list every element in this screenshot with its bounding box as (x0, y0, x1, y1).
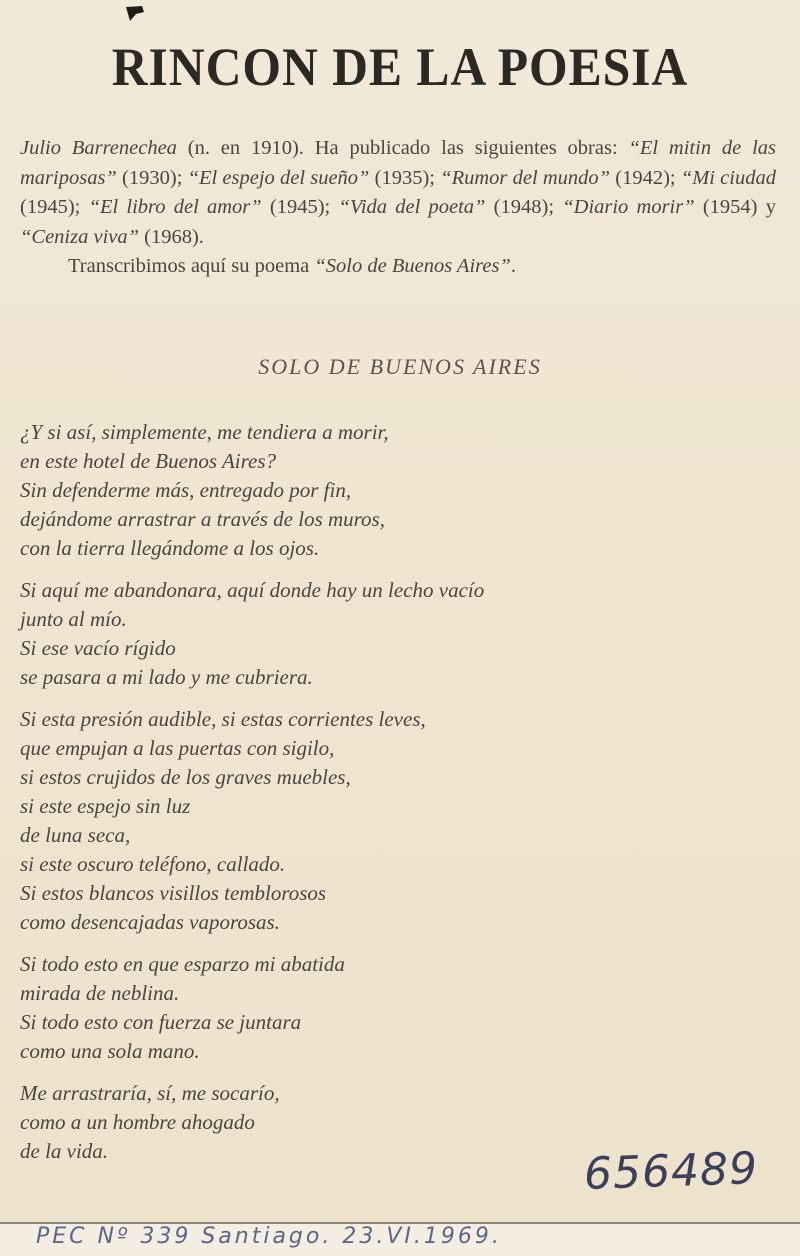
poem-line: mirada de neblina. (20, 981, 180, 1005)
poem-line: Si aquí me abandonara, aquí donde hay un lecho vacío (20, 578, 485, 602)
poem-reference: “Solo de Buenos Aires” (314, 255, 511, 277)
poem-line: Si ese vacío rígido (20, 636, 176, 660)
poem-line: como a un hombre ahogado (20, 1110, 255, 1134)
poem-line: que empujan a las puertas con sigilo, (20, 736, 335, 760)
stanza (20, 576, 780, 692)
poem-line: ¿Y si así, simplemente, me tendiera a morir, (20, 420, 389, 444)
work-title: “Ceniza viva” (20, 225, 140, 248)
poem-line: Si todo esto en que esparzo mi abatida (20, 952, 345, 976)
stanza (20, 950, 780, 1066)
ink-mark-icon (124, 4, 146, 22)
work-title: “Mi ciudad (680, 166, 776, 189)
work-title: “Vida del poeta” (338, 196, 486, 218)
poem-line: como desencajadas vaporosas. (20, 910, 280, 934)
catalog-number: 656489 (583, 1142, 759, 1201)
poem-body (20, 418, 780, 1179)
transcription-note: Transcribimos aquí su poema “Solo de Buenos Aires”. (68, 255, 516, 277)
stanza (20, 418, 780, 563)
poem-line: si este espejo sin luz (20, 794, 191, 818)
poem-line: se pasara a mi lado y me cubriera. (20, 665, 313, 689)
poem-line: dejándome arrastrar a través de los muros, (20, 507, 385, 531)
page-title: RINCON DE LA POESIA (111, 37, 689, 97)
poem-line: en este hotel de Buenos Aires? (20, 449, 277, 473)
poem-line: Sin defenderme más, entregado por fin, (20, 478, 352, 502)
poem-title: SOLO DE BUENOS AIRES (258, 354, 542, 379)
work-title: “El mitin de las mariposas” (20, 137, 776, 189)
work-title: “Diario morir” (562, 196, 695, 218)
poem-line: Si estos blancos visillos temblorosos (20, 881, 327, 905)
poem-line: junto al mío. (20, 607, 127, 631)
author-bio: Julio Barrenechea (n. en 1910). Ha publicado las siguientes obras: “El mitin de las mariposas” (1930); “El espejo del sueño” (1935); “Rumor del mundo” (1942); “Mi ciudad (1945); “El libro del amor” (1945); “Vida del poeta” (1948); “Diario morir” (1954) y “Ceniza viva” (1968). Transcribimos aquí su poema “Solo de Buenos Aires”. (20, 134, 776, 282)
work-title: “Rumor del mundo” (440, 166, 611, 189)
work-title: “El espejo del sueño” (187, 166, 370, 189)
poem-line: con la tierra llegándome a los ojos. (20, 536, 320, 560)
archive-note: PEC Nº 339 Santiago. 23.VI.1969. (36, 1224, 502, 1249)
poem-line: si estos crujidos de los graves muebles, (20, 765, 351, 789)
poem-line: Si esta presión audible, si estas corrientes leves, (20, 707, 426, 731)
poem-line: como una sola mano. (20, 1039, 200, 1063)
poem-line: de luna seca, (20, 823, 131, 847)
poem-line: Si todo esto con fuerza se juntara (20, 1010, 302, 1034)
stanza (20, 705, 780, 937)
bio-text: (n. en 1910). Ha publicado las siguientes obras: (176, 137, 629, 159)
work-title: “El libro del amor” (88, 196, 262, 218)
poem-line: de la vida. (20, 1139, 109, 1163)
author-name: Julio Barrenechea (20, 137, 177, 159)
poem-line: si este oscuro teléfono, callado. (20, 852, 286, 876)
poem-line: Me arrastraría, sí, me socarío, (20, 1081, 280, 1105)
